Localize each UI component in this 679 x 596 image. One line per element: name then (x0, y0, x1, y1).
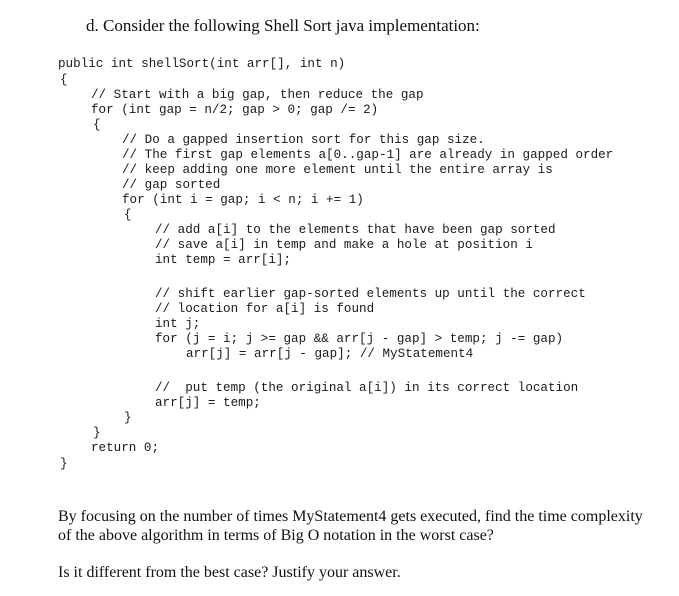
code-line-close-brace: } (124, 411, 132, 425)
question-heading: d. Consider the following Shell Sort java implementation: (86, 16, 480, 35)
code-line-open-brace: { (60, 73, 68, 87)
code-line-comment: // gap sorted (122, 178, 221, 192)
code-line-open-brace: { (93, 118, 101, 132)
code-line-method-signature: public int shellSort(int arr[], int n) (58, 57, 346, 71)
code-line-comment: // save a[i] in temp and make a hole at position i (155, 238, 533, 252)
code-line-comment: // The first gap elements a[0..gap-1] are already in gapped order (122, 148, 614, 162)
code-line-comment: // put temp (the original a[i]) in its correct location (155, 381, 579, 395)
code-line-comment: // shift earlier gap-sorted elements up until the correct (155, 287, 586, 301)
code-line-mystatement4: arr[j] = arr[j - gap]; // MyStatement4 (186, 347, 474, 361)
code-line-comment: // Do a gapped insertion sort for this gap size. (122, 133, 485, 147)
code-line-comment: // add a[i] to the elements that have been gap sorted (155, 223, 556, 237)
code-line-open-brace: { (124, 208, 132, 222)
code-line-middle-for: for (int i = gap; i < n; i += 1) (122, 193, 364, 207)
question-text-line: of the above algorithm in terms of Big O notation in the worst case? (58, 527, 494, 544)
code-line-comment: // keep adding one more element until the entire array is (122, 163, 553, 177)
code-line-return: return 0; (91, 441, 160, 455)
code-line-declare-j: int j; (155, 317, 201, 331)
code-line-comment: // location for a[i] is found (155, 302, 375, 316)
question-text-line: By focusing on the number of times MyStatement4 gets executed, find the time complexity (58, 508, 643, 525)
code-line-outer-for: for (int gap = n/2; gap > 0; gap /= 2) (91, 103, 379, 117)
code-line-close-brace: } (93, 426, 101, 440)
code-line-temp-assign: int temp = arr[i]; (155, 253, 292, 267)
code-line-close-brace: } (60, 457, 68, 471)
code-line-temp-store: arr[j] = temp; (155, 396, 261, 410)
code-line-inner-for: for (j = i; j >= gap && arr[j - gap] > temp; j -= gap) (155, 332, 564, 346)
question-text-line: Is it different from the best case? Justify your answer. (58, 564, 401, 581)
code-line-comment: // Start with a big gap, then reduce the gap (91, 88, 424, 102)
